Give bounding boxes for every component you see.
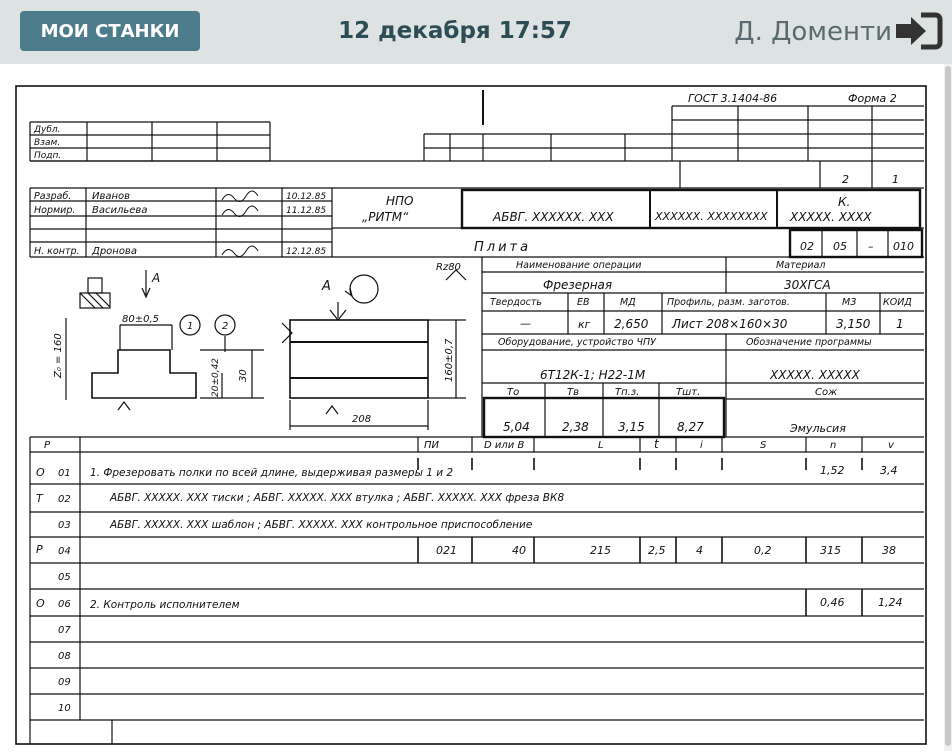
row-06-n: 0,46 xyxy=(820,596,845,609)
op-code-2: 05 xyxy=(833,240,847,253)
col-header-v: v xyxy=(888,440,894,451)
row-04-pi: 021 xyxy=(436,544,457,557)
document-viewer xyxy=(0,64,952,751)
row-04-code: Р xyxy=(36,543,43,556)
time-header-tsht: Тшт. xyxy=(676,387,701,398)
prop-header-koid: КОИД xyxy=(883,297,912,308)
coolant-header: Сож xyxy=(815,387,838,398)
my-machines-button[interactable]: МОИ СТАНКИ xyxy=(20,11,200,51)
row-09-num: 09 xyxy=(58,677,71,688)
k-label: К. xyxy=(838,195,851,209)
col-header-pi: ПИ xyxy=(424,440,439,451)
sketch-dim-30: 30 xyxy=(238,369,249,382)
row-04-i: 4 xyxy=(696,544,703,557)
prop-koid: 1 xyxy=(896,317,904,331)
col-header-s: S xyxy=(760,440,767,451)
row-04-v: 38 xyxy=(882,544,896,557)
sketch-dim-20: 20±0,42 xyxy=(211,357,221,397)
row-04-t: 2,5 xyxy=(648,544,666,557)
row-04-num: 04 xyxy=(58,546,71,557)
time-tv: 2,38 xyxy=(562,420,589,434)
sketch-dim-160: 160±0,7 xyxy=(444,338,455,382)
part-name: Плита xyxy=(474,240,532,255)
equipment-name: 6Т12К-1; Н22-1М xyxy=(540,368,646,382)
row-04-n: 315 xyxy=(820,544,841,557)
prop-header-ev: ЕВ xyxy=(577,297,590,308)
sketch-mark-2: 2 xyxy=(222,321,229,332)
sheet-number: 2 xyxy=(842,173,849,186)
prop-hardness: — xyxy=(520,317,531,330)
role-developed: Разраб. xyxy=(34,191,72,202)
row-04-d: 40 xyxy=(512,544,526,557)
user-name: Д. Доменти xyxy=(734,17,892,47)
row-06-code: О xyxy=(36,597,45,610)
row-06-num: 06 xyxy=(58,599,71,610)
time-header-to: То xyxy=(507,387,520,398)
row-05-num: 05 xyxy=(58,572,71,583)
time-header-tv: Тв xyxy=(567,387,580,398)
k-code: XXXXX. XXXX xyxy=(790,210,872,224)
normer-name: Васильева xyxy=(92,205,148,216)
sketch-dim-z: Z₀ = 160 xyxy=(53,333,64,378)
current-datetime: 12 декабря 17:57 xyxy=(338,18,572,44)
prop-ev: кг xyxy=(578,318,591,331)
col-header-i: i xyxy=(700,440,703,451)
material-name: 30ХГСА xyxy=(784,278,831,292)
stamp-row-podp: Подп. xyxy=(34,151,62,161)
prop-mz: 3,150 xyxy=(836,317,871,331)
row-03-num: 03 xyxy=(58,520,71,531)
form-number: Форма 2 xyxy=(848,92,897,105)
row-01-text: 1. Фрезеровать полки по всей длине, выдерживая размеры 1 и 2 xyxy=(90,467,454,479)
developer-name: Иванов xyxy=(92,191,131,202)
stamp-row-vzam: Взам. xyxy=(34,138,61,148)
sheets-total: 1 xyxy=(892,173,899,186)
row-01-v: 3,4 xyxy=(880,464,898,477)
row-01-code: О xyxy=(36,466,45,479)
controller-name: Дронова xyxy=(92,246,137,257)
col-header-l: L xyxy=(598,440,604,451)
org-line1: НПО xyxy=(386,194,414,208)
logout-icon[interactable] xyxy=(893,11,943,51)
prop-header-profile: Профиль, разм. заготов. xyxy=(667,297,790,308)
doc-code-2: XXXXXX. XXXXXXXX xyxy=(655,210,768,223)
material-header: Материал xyxy=(776,260,826,271)
row-02-text: АБВГ. XXXXX. XXX тиски ; АБВГ. XXXXX. XXX втулка ; АБВГ. XXXXX. XXX фреза ВК8 xyxy=(110,492,565,504)
program-code: XXXXX. XXXXX xyxy=(770,368,860,382)
row-02-code: Т xyxy=(36,492,43,505)
sketch-view-a-right: А xyxy=(322,279,331,294)
controller-date: 12.12.85 xyxy=(286,247,327,257)
route-card-document xyxy=(0,64,944,751)
sketch-view-a-left: А xyxy=(152,271,161,285)
row-06-v: 1,24 xyxy=(878,596,903,609)
scrollbar-thumb[interactable] xyxy=(945,66,951,746)
row-03-text: АБВГ. XXXXX. XXX шаблон ; АБВГ. XXXXX. XXX контрольное приспособление xyxy=(110,519,533,531)
prop-header-md: МД xyxy=(620,297,636,308)
coolant-value: Эмульсия xyxy=(790,422,846,435)
doc-code: АБВГ. XXXXXX. XXX xyxy=(493,210,614,224)
program-header: Обозначение программы xyxy=(746,337,872,348)
op-code-4: 010 xyxy=(893,240,914,253)
top-bar xyxy=(0,0,952,64)
col-header-n: n xyxy=(830,440,837,451)
op-code-1: 02 xyxy=(800,240,814,253)
prop-md: 2,650 xyxy=(614,317,649,331)
row-08-num: 08 xyxy=(58,651,71,662)
row-06-text: 2. Контроль исполнителем xyxy=(90,599,240,611)
row-01-n: 1,52 xyxy=(820,464,845,477)
sketch-dim-80: 80±0,5 xyxy=(122,314,160,325)
role-norm: Нормир. xyxy=(34,205,76,216)
time-tsht: 8,27 xyxy=(677,420,704,434)
row-10-num: 10 xyxy=(58,703,71,714)
gost-standard: ГОСТ 3.1404-86 xyxy=(688,92,778,105)
row-04-s: 0,2 xyxy=(754,544,772,557)
op-code-3: – xyxy=(868,240,874,253)
sketch-mark-1: 1 xyxy=(187,321,194,332)
role-control: Н. контр. xyxy=(34,246,80,257)
developer-date: 10.12.85 xyxy=(286,192,327,202)
row-01-num: 01 xyxy=(58,468,71,479)
time-header-tpz: Тп.з. xyxy=(615,387,640,398)
operation-header: Наименование операции xyxy=(516,260,642,271)
prop-header-hardness: Твердость xyxy=(490,297,543,308)
row-04-l: 215 xyxy=(590,544,611,557)
operation-name: Фрезерная xyxy=(543,278,613,292)
sketch-dim-208: 208 xyxy=(352,414,372,425)
sketch-roughness: Rz80 xyxy=(436,262,461,273)
stamp-row-dubl: Дубл. xyxy=(34,125,61,135)
col-header-t: t xyxy=(654,437,659,451)
org-line2: „РИТМ“ xyxy=(362,210,409,224)
prop-profile: Лист 208×160×30 xyxy=(672,317,788,331)
normer-date: 11.12.85 xyxy=(286,206,327,216)
equipment-header: Оборудование, устройство ЧПУ xyxy=(498,337,656,348)
prop-header-mz: МЗ xyxy=(842,297,857,308)
col-header-r: Р xyxy=(44,440,51,451)
row-07-num: 07 xyxy=(58,625,71,636)
col-header-d: D или В xyxy=(484,440,525,451)
row-02-num: 02 xyxy=(58,494,71,505)
time-to: 5,04 xyxy=(503,420,530,434)
time-tpz: 3,15 xyxy=(618,420,645,434)
